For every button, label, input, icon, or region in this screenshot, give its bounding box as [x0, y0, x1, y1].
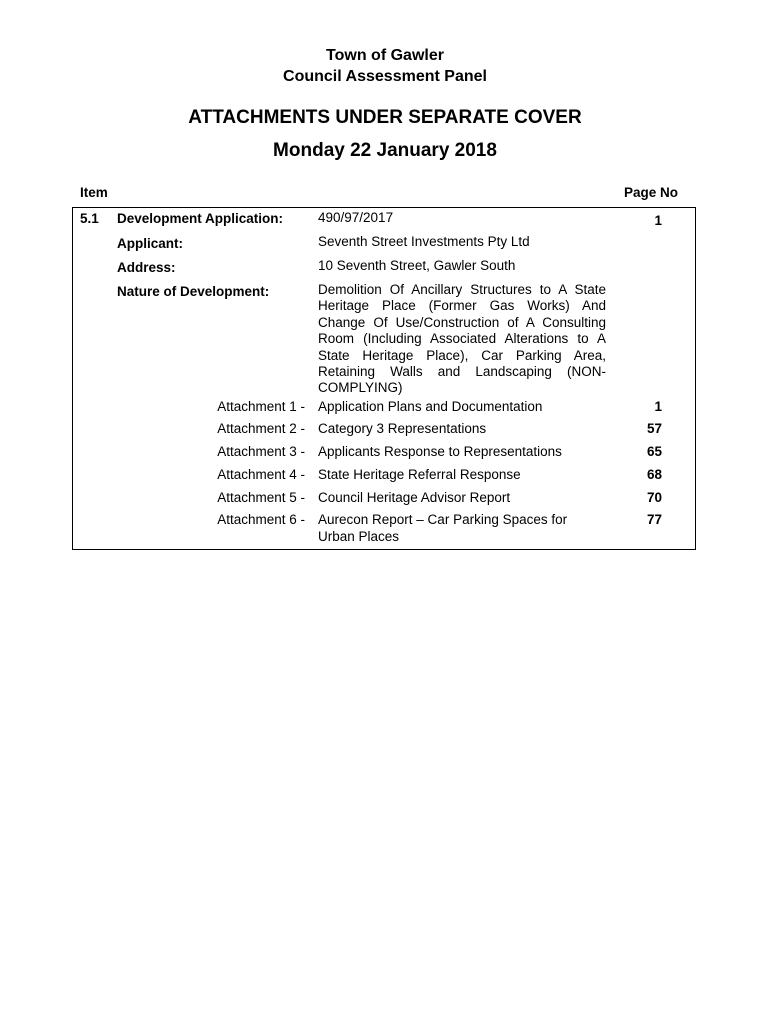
document-title: ATTACHMENTS UNDER SEPARATE COVER — [188, 107, 582, 128]
meeting-date: Monday 22 January 2018 — [273, 140, 497, 161]
nature-of-development-value: Demolition Of Ancillary Structures to A State Heritage Place (Former Gas Works) And Change Of Use/Construction of A Consulting Room (Including Associated Alterations to A State Heritage Place), Car Parking Area, Retaining Walls and Landscaping (NON-COMPLYING) — [318, 282, 606, 396]
attachment-page: 68 — [646, 467, 662, 482]
attachment-label: Attachment 1 - — [217, 399, 305, 414]
nature-of-development-label: Nature of Development: — [117, 284, 270, 299]
applicant-label: Applicant: — [117, 236, 183, 251]
table-right-border — [695, 207, 696, 550]
table-bottom-border — [72, 549, 696, 550]
item-number: 5.1 — [80, 211, 99, 226]
attachment-page: 77 — [646, 512, 662, 527]
attachment-title: Applicants Response to Representations — [318, 444, 562, 459]
development-application-label: Development Application: — [117, 211, 284, 226]
attachment-label: Attachment 2 - — [217, 421, 305, 436]
page-column-heading: Page No — [623, 185, 678, 200]
organisation-name: Town of Gawler — [326, 47, 444, 64]
attachment-page: 70 — [646, 490, 662, 505]
attachment-label: Attachment 5 - — [217, 490, 305, 505]
attachment-title: Council Heritage Advisor Report — [318, 490, 511, 505]
panel-name: Council Assessment Panel — [283, 68, 487, 85]
development-application-page: 1 — [654, 213, 662, 228]
address-value: 10 Seventh Street, Gawler South — [318, 258, 516, 273]
attachment-page: 1 — [654, 399, 662, 414]
attachment-label: Attachment 4 - — [217, 467, 305, 482]
attachment-label: Attachment 3 - — [217, 444, 305, 459]
attachment-page: 57 — [646, 421, 662, 436]
attachment-label: Attachment 6 - — [217, 512, 305, 527]
applicant-value: Seventh Street Investments Pty Ltd — [318, 234, 530, 249]
item-column-heading: Item — [80, 185, 108, 200]
attachment-page: 65 — [646, 444, 662, 459]
table-top-border — [72, 207, 696, 208]
attachment-title: Aurecon Report – Car Parking Spaces for Urban Places — [318, 512, 568, 544]
attachment-title: Application Plans and Documentation — [318, 399, 543, 414]
attachment-title: State Heritage Referral Response — [318, 467, 521, 482]
development-application-value: 490/97/2017 — [318, 210, 394, 225]
table-left-border — [72, 207, 73, 550]
address-label: Address: — [117, 260, 176, 275]
attachment-title: Category 3 Representations — [318, 421, 487, 436]
